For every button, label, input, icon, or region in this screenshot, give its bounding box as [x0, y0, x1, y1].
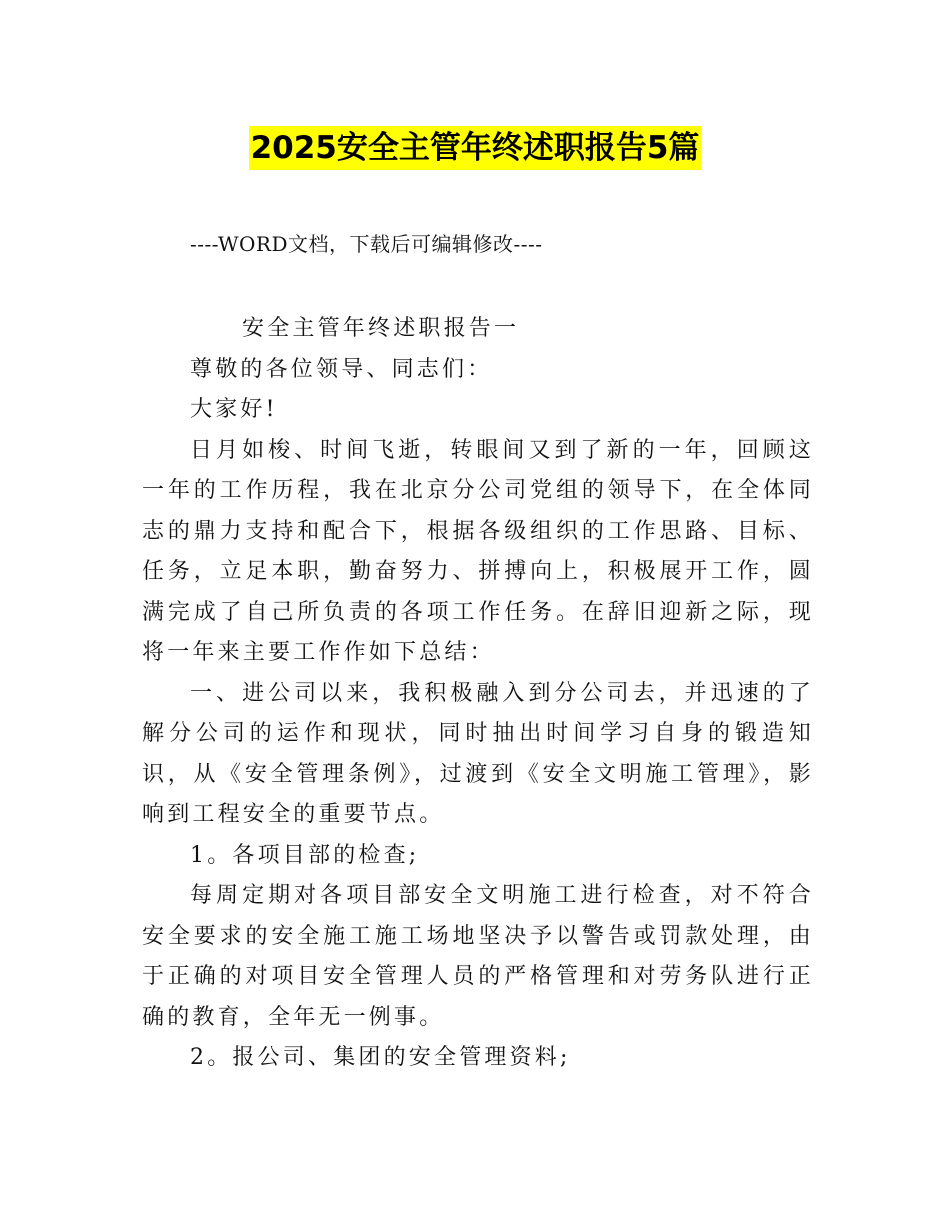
editable-notice: ----WORD文档，下载后可编辑修改---- [190, 232, 543, 256]
paragraph-section-one: 一、进公司以来，我积极融入到分公司去，并迅速的了解分公司的运作和现状，同时抽出时间学习自身的锻造知识，从《安全管理条例》，过渡到《安全文明施工管理》，影响到工程安全的重要节点。 [142, 680, 814, 827]
title-area [0, 126, 950, 170]
paragraph-inspection: 每周定期对各项目部安全文明施工进行检查，对不符合安全要求的安全施工施工场地坚决予以警告或罚款处理，由于正确的对项目安全管理人员的严格管理和对劳务队进行正确的教育，全年无一例事。 [142, 883, 814, 1030]
greeting: 尊敬的各位领导、同志们： [190, 356, 493, 382]
document-body [142, 309, 814, 1079]
hello-line: 大家好! [190, 397, 278, 422]
section-subtitle: 安全主管年终述职报告一 [242, 316, 520, 341]
paragraph-intro: 日月如梭、时间飞逝，转眼间又到了新的一年，回顾这一年的工作历程，我在北京分公司党组的领导下，在全体同志的鼎力支持和配合下，根据各级组织的工作思路、目标、任务，立足本职，勤奋努力、拼搏向上，积极展开工作，圆满完成了自己所负责的各项工作任务。在辞旧迎新之际，现将一年来主要工作作如下总结： [142, 437, 814, 665]
paragraph-item-2: 2。报公司、集团的安全管理资料; [190, 1045, 571, 1070]
document-title: 2025安全主管年终述职报告5篇 [249, 126, 702, 170]
paragraph-item-1: 1。各项目部的检查; [190, 842, 420, 868]
